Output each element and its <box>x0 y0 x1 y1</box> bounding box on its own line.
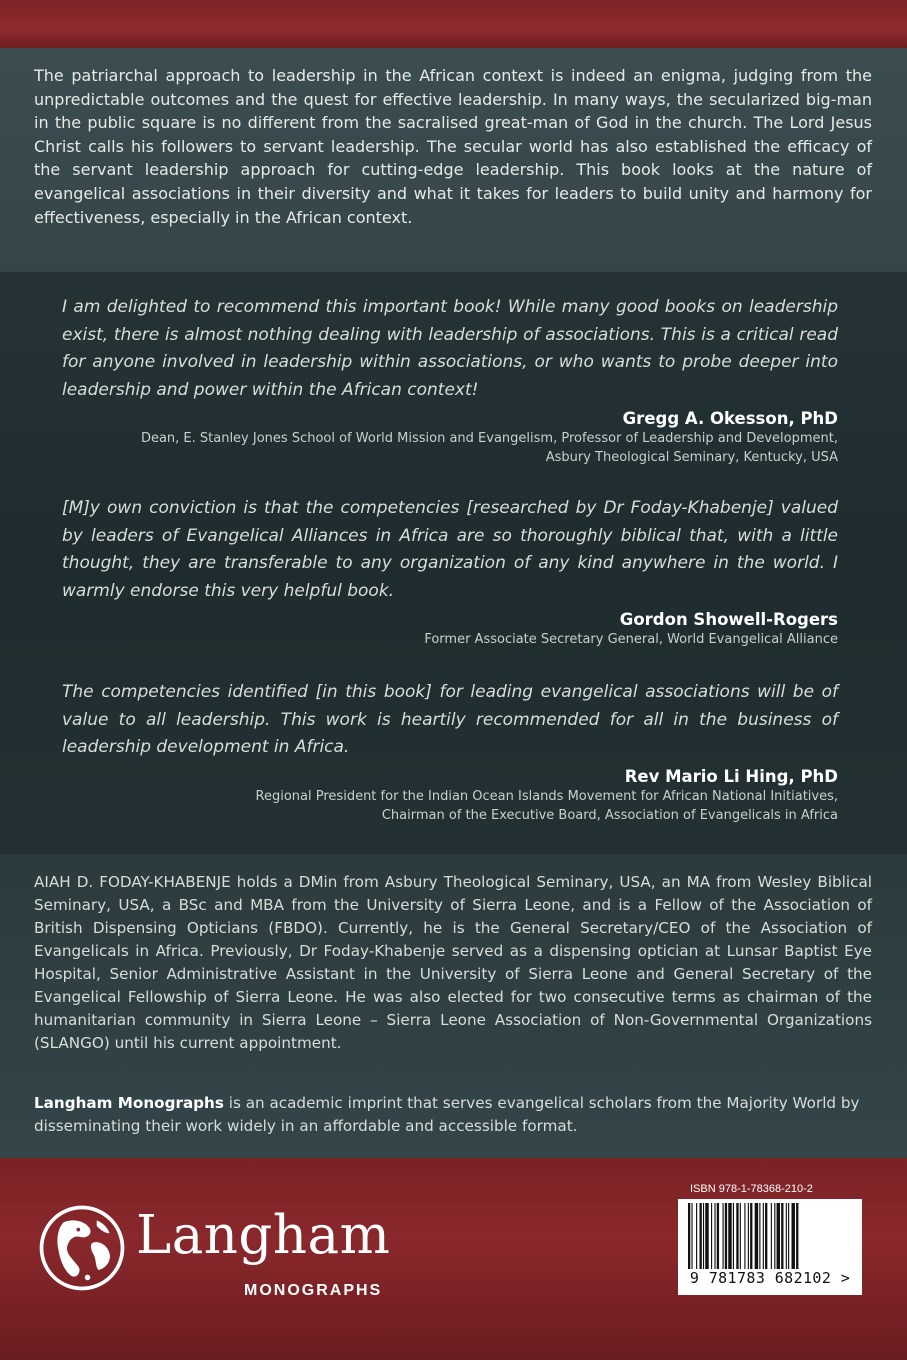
barcode-bar <box>744 1203 745 1269</box>
barcode-bar <box>748 1203 749 1269</box>
barcode-bar <box>786 1203 787 1269</box>
endorsement-author: Rev Mario Li Hing, PhD <box>624 766 838 786</box>
barcode-bar <box>725 1203 727 1269</box>
barcode-bar <box>740 1203 741 1269</box>
intro-paragraph: The patriarchal approach to leadership in the African context is indeed an enigma, judging from the unpredictable outcomes and the quest for effective leadership. In many ways, the secularized big-man in the public square is no different from the sacralised great-man of God in the church. The Lord Jesus Christ calls his followers to servant leadership. The secular world has also established the efficacy of the servant leadership approach for cutting-edge leadership. This book looks at the nature of evangelical associations in their diversity and what it takes for leaders to build unity and harmony for effectiveness, especially in the African context. <box>34 66 872 227</box>
globe-icon <box>36 1202 128 1294</box>
endorsement-author: Gordon Showell-Rogers <box>619 610 838 629</box>
barcode-bar <box>696 1203 697 1269</box>
imprint-statement <box>34 1092 872 1138</box>
top-red-band <box>0 0 907 48</box>
barcode-bar <box>736 1203 738 1269</box>
barcode-bar <box>792 1203 795 1269</box>
endorsement-role: Former Associate Secretary General, World Evangelical Alliance <box>424 632 838 647</box>
barcode-bars <box>678 1199 862 1271</box>
barcode-bar <box>781 1203 783 1269</box>
endorsement-role: Regional President for the Indian Ocean Islands Movement for African National Initiatives, <box>255 788 838 804</box>
barcode-bar <box>774 1203 775 1269</box>
endorsement-author: Gregg A. Okesson, PhD <box>622 409 838 428</box>
barcode-digits: 9 781783 682102 > <box>678 1269 862 1287</box>
barcode-bar <box>728 1203 731 1269</box>
endorsement-quote: The competencies identified [in this book] for leading evangelical associations will be of value to all leadership. This work is heartily recommended for all in the business of leadership development in Africa. <box>62 682 838 757</box>
publisher-logo <box>30 1198 430 1318</box>
barcode-bar <box>771 1203 772 1269</box>
endorsement-role: Dean, E. Stanley Jones School of World Mission and Evangelism, Professor of Leadership and Development, <box>140 431 838 446</box>
barcode-bar <box>714 1203 715 1269</box>
imprint-text: is an academic imprint that serves evangelical scholars from the Majority World by disseminating their work widely in an affordable and accessible format. <box>34 1094 860 1135</box>
barcode-bar <box>788 1203 789 1269</box>
barcode-bar <box>763 1203 764 1269</box>
barcode-bar <box>759 1203 760 1269</box>
endorsement-role: Chairman of the Executive Board, Association of Evangelicals in Africa <box>381 807 838 823</box>
publisher-name: Langham <box>136 1205 391 1266</box>
endorsement-quote: I am delighted to recommend this important book! While many good books on leadership exist, there is almost nothing dealing with leadership of associations. This is a critical read for anyone involved in leadership within associations, or who wants to probe deeper into leadership and power within the African context! <box>62 297 838 400</box>
endorsement-1 <box>62 294 838 467</box>
barcode-bar <box>705 1203 708 1269</box>
barcode-bar <box>723 1203 724 1269</box>
imprint-name: Langham Monographs <box>34 1094 224 1112</box>
barcode-bar <box>777 1203 780 1269</box>
barcode-bar <box>796 1203 798 1269</box>
endorsement-quote: [M]y own conviction is that the competencies [researched by Dr Foday-Khabenje] valued by leaders of Evangelical Alliances in Africa are so thoroughly biblical that, with a little thought, they are transferable to any organization of any kind anywhere in the world. I warmly endorse this very helpful book. <box>62 498 838 601</box>
endorsement-role: Asbury Theological Seminary, Kentucky, USA <box>545 450 838 465</box>
barcode-bar <box>750 1203 752 1269</box>
isbn-label: ISBN 978-1-78368-210-2 <box>690 1183 813 1195</box>
barcode-bar <box>700 1203 702 1269</box>
barcode-bar <box>691 1203 692 1269</box>
barcode-bar <box>733 1203 734 1269</box>
barcode-bar <box>755 1203 758 1269</box>
endorsement-2 <box>62 495 838 649</box>
barcode-bar <box>711 1203 712 1269</box>
author-bio: AIAH D. FODAY-KHABENJE holds a DMin from Asbury Theological Seminary, USA, an MA from Wesley Biblical Seminary, USA, a BSc and MBA from the University of Sierra Leone, and is a Fellow of the Association of British Dispensing Opticians (FBDO). Currently, he is the General Secretary/CEO of the Association of Evangelicals in Africa. Previously, Dr Foday-Khabenje served as a dispensing optician at Lunsar Baptist Eye Hospital, Senior Administrative Assistant in the University of Sierra Leone and General Secretary of the Evangelical Fellowship of Sierra Leone. He was also elected for two consecutive terms as chairman of the humanitarian community in Sierra Leone – Sierra Leone Association of Non-Governmental Organizations (SLANGO) until his current appointment. <box>34 873 872 1052</box>
barcode-bar <box>717 1203 719 1269</box>
barcode-bar <box>765 1203 767 1269</box>
barcode-bar <box>703 1203 704 1269</box>
publisher-imprint-label: MONOGRAPHS <box>244 1282 383 1299</box>
endorsement-3 <box>62 679 838 825</box>
isbn-barcode <box>678 1199 862 1295</box>
barcode-bar <box>688 1203 690 1269</box>
